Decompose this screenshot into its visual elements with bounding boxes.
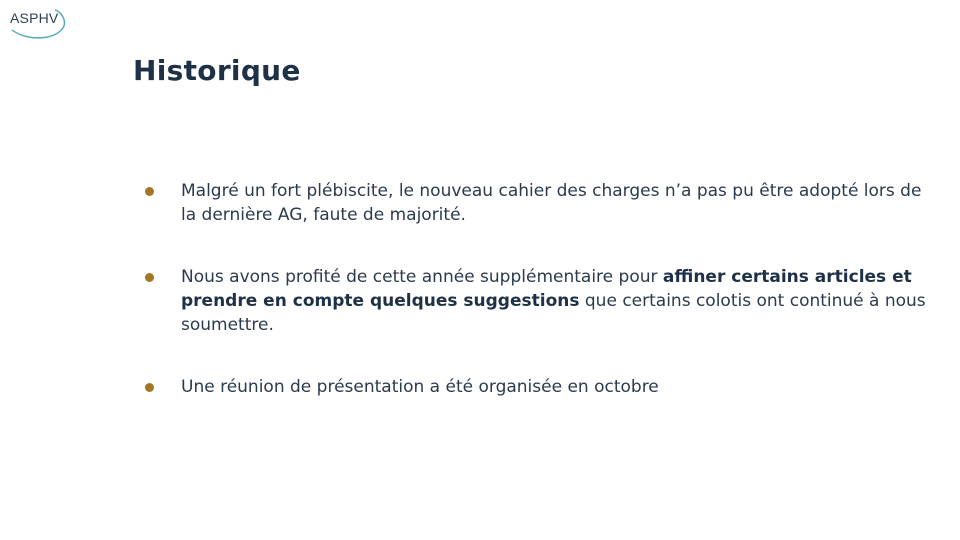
bullet-text: Malgré un fort plébiscite, le nouveau cahier des charges n’a pas pu être adopté lors de la dernière AG, faute de majorité.: [181, 181, 922, 225]
bullet-text: Nous avons profité de cette année supplémentaire pour: [181, 267, 663, 287]
bullet-dot-icon: [145, 273, 154, 282]
logo-text: ASPHV: [10, 10, 59, 26]
logo: [6, 4, 68, 40]
bullet-bold-text: affiner certains articles et prendre en compte quelques suggestions: [181, 267, 912, 311]
bullet-item-3: [145, 375, 935, 399]
bullet-text: Une réunion de présentation a été organisée en octobre: [181, 377, 659, 397]
bullet-item-1: [145, 179, 935, 227]
bullet-dot-icon: [145, 383, 154, 392]
bullet-list: [145, 179, 935, 399]
bullet-dot-icon: [145, 187, 154, 196]
bullet-text-after: que certains colotis ont continué à nous soumettre.: [181, 291, 926, 335]
bullet-item-2: [145, 265, 935, 337]
page-title: Historique: [133, 54, 301, 87]
